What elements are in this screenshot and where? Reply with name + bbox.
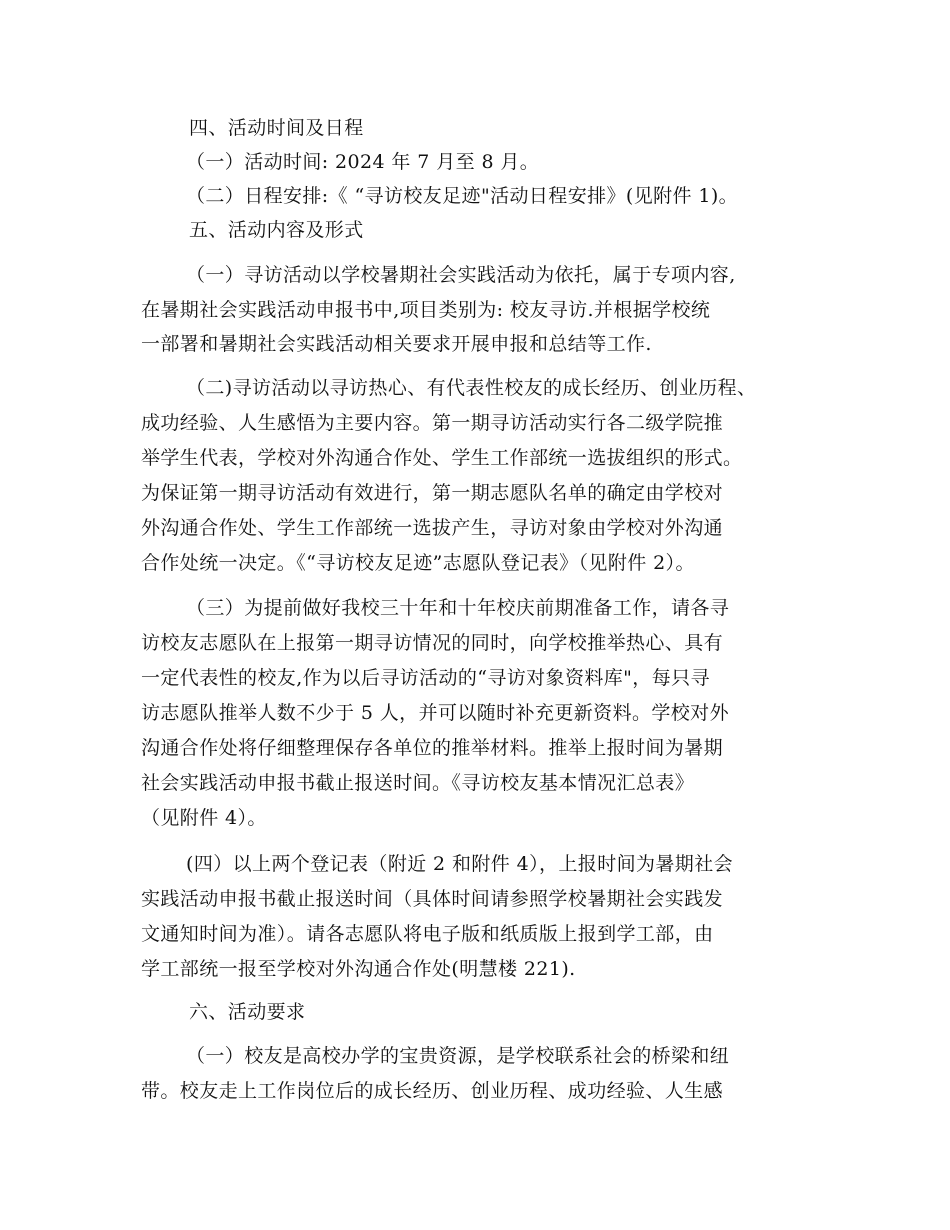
- paragraph-line: 在暑期社会实践活动申报书中,项目类别为: 校友寻访.并根据学校统: [141, 299, 711, 321]
- paragraph-line: 一定代表性的校友,作为以后寻访活动的“寻访对象资料库"，每只寻: [141, 667, 710, 689]
- section-heading-five: 五、活动内容及形式: [189, 219, 364, 241]
- paragraph-line: （二）日程安排:《 “寻访校友足迹"活动日程安排》(见附件 1)。: [186, 185, 739, 207]
- paragraph-line: 合作处统一决定。《“寻访校友足迹”志愿队登记表》（见附件 2）。: [141, 552, 695, 574]
- paragraph-line: （一）活动时间: 2024 年 7 月至 8 月。: [186, 151, 540, 173]
- paragraph-line: 实践活动申报书截止报送时间（具体时间请参照学校暑期社会实践发: [141, 888, 724, 910]
- paragraph-line: 学工部统一报至学校对外沟通合作处(明慧楼 221).: [141, 958, 576, 980]
- section-heading-six: 六、活动要求: [189, 1001, 306, 1023]
- paragraph-line: 沟通合作处将仔细整理保存各单位的推举材料。推举上报时间为暑期: [141, 737, 724, 759]
- paragraph-line: 社会实践活动申报书截止报送时间。《寻访校友基本情况汇总表》: [141, 772, 695, 794]
- section-heading-four: 四、活动时间及日程: [189, 117, 364, 139]
- paragraph-line: 文通知时间为准）。请各志愿队将电子版和纸质版上报到学工部，由: [141, 923, 714, 945]
- paragraph-line: 一部署和暑期社会实践活动相关要求开展申报和总结等工作.: [141, 333, 652, 355]
- paragraph-line: （三）为提前做好我校三十年和十年校庆前期准备工作，请各寻: [186, 597, 730, 619]
- paragraph-line: （一）校友是高校办学的宝贵资源，是学校联系社会的桥梁和纽: [186, 1045, 730, 1067]
- paragraph-line: 为保证第一期寻访活动有效进行，第一期志愿队名单的确定由学校对: [141, 482, 724, 504]
- paragraph-line: （二)寻访活动以寻访热心、有代表性校友的成长经历、创业历程、: [186, 377, 757, 399]
- paragraph-line: 成功经验、人生感悟为主要内容。第一期寻访活动实行各二级学院推: [141, 412, 724, 434]
- paragraph-line: 举学生代表，学校对外沟通合作处、学生工作部统一选拔组织的形式。: [141, 447, 743, 469]
- paragraph-line: （见附件 4）。: [141, 807, 267, 829]
- paragraph-line: （一）寻访活动以学校暑期社会实践活动为依托，属于专项内容,: [186, 264, 736, 286]
- paragraph-line: (四）以上两个登记表（附近 2 和附件 4），上报时间为暑期社会: [186, 853, 734, 875]
- paragraph-line: 带。校友走上工作岗位后的成长经历、创业历程、成功经验、人生感: [141, 1080, 724, 1102]
- paragraph-line: 访校友志愿队在上报第一期寻访情况的同时，向学校推举热心、具有: [141, 632, 724, 654]
- paragraph-line: 外沟通合作处、学生工作部统一选拔产生，寻访对象由学校对外沟通: [141, 517, 724, 539]
- paragraph-line: 访志愿队推举人数不少于 5 人，并可以随时补充更新资料。学校对外: [141, 702, 729, 724]
